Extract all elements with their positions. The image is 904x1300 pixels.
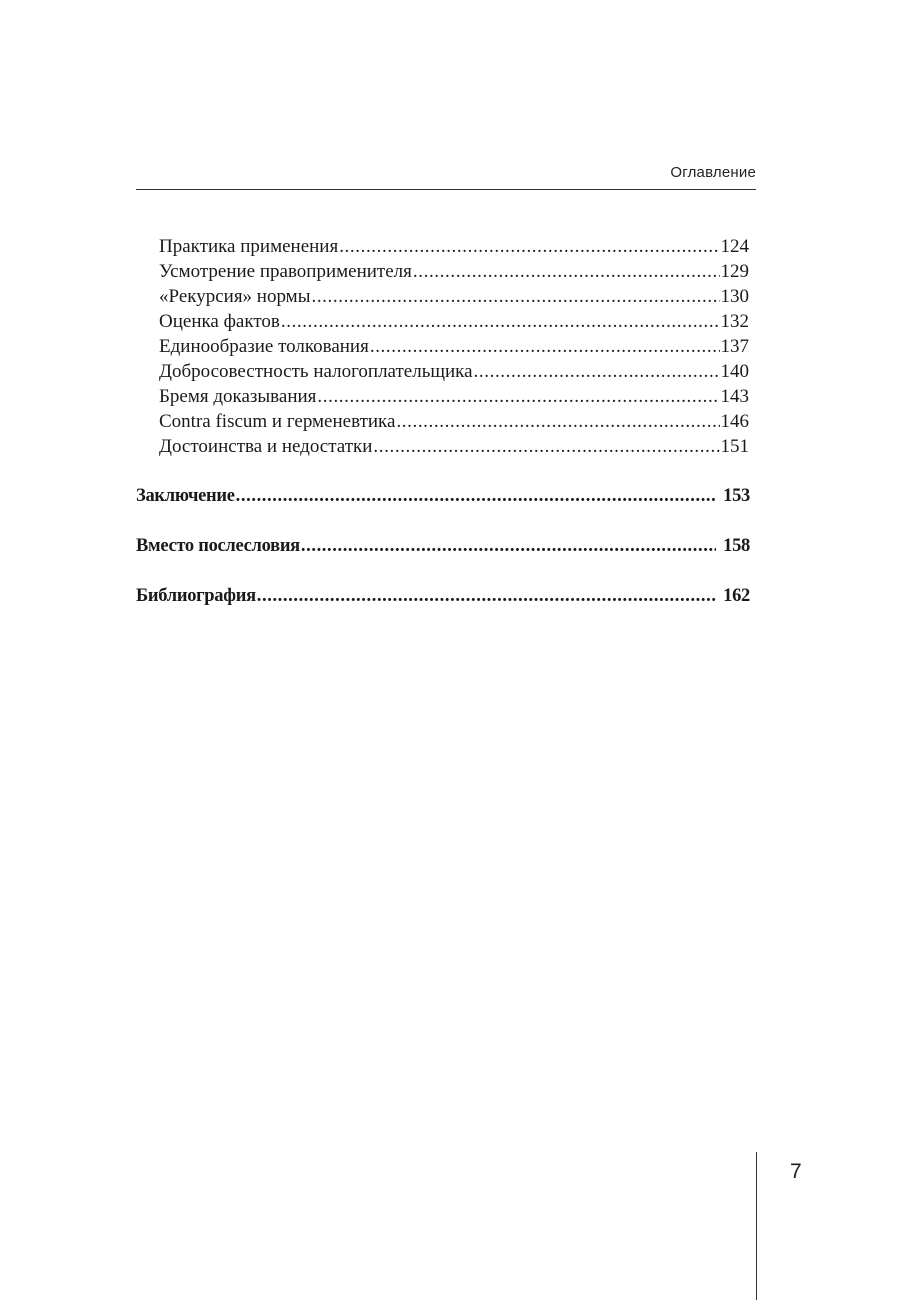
toc-leader-dots: [301, 534, 716, 559]
toc-chapter-title: Вместо послесловия: [136, 536, 300, 556]
toc-entry[interactable]: [159, 434, 749, 459]
toc-chapter-entry[interactable]: [136, 534, 750, 559]
toc-entry[interactable]: [159, 234, 749, 259]
toc-entry-page: 124: [720, 236, 749, 257]
toc-entry-title: Добросовестность налогоплательщика: [159, 361, 473, 382]
toc-entry-page: 132: [720, 311, 749, 332]
toc-entry-page: 151: [720, 436, 749, 457]
toc-entry[interactable]: [159, 259, 749, 284]
toc-entry-title: Бремя доказывания: [159, 386, 317, 407]
toc-entry[interactable]: [159, 284, 749, 309]
toc-leader-dots: [474, 359, 720, 384]
toc-entry-page: 146: [720, 411, 749, 432]
toc-leader-dots: [317, 384, 719, 409]
folio-divider: [756, 1152, 757, 1300]
toc-leader-dots: [396, 409, 719, 434]
toc-chapter-title: Библиография: [136, 586, 256, 606]
toc-entry[interactable]: [159, 384, 749, 409]
running-head-title: Оглавление: [670, 164, 756, 181]
toc-entry-title: Достоинства и недостатки: [159, 436, 373, 457]
toc-leader-dots: [339, 234, 719, 259]
toc-leader-dots: [281, 309, 720, 334]
toc-chapter-entry[interactable]: [136, 584, 750, 609]
toc-entry[interactable]: [159, 409, 749, 434]
toc-leader-dots: [236, 484, 716, 509]
toc-leader-dots: [257, 584, 716, 609]
toc-entry-page: 130: [720, 286, 749, 307]
toc-entry[interactable]: [159, 334, 749, 359]
toc-chapter-title: Заключение: [136, 486, 235, 506]
toc-entry-title: «Рекурсия» нормы: [159, 286, 311, 307]
toc-entry-title: Единообразие толкования: [159, 336, 369, 357]
toc-entry-title: Практика применения: [159, 236, 339, 257]
toc-chapter-entry[interactable]: [136, 484, 750, 509]
toc-leader-dots: [370, 334, 720, 359]
toc-leader-dots: [413, 259, 720, 284]
toc-leader-dots: [373, 434, 719, 459]
toc-chapter-page: 162: [723, 586, 750, 606]
toc-entry-page: 137: [720, 336, 749, 357]
toc-entry-title: Contra fiscum и герменевтика: [159, 411, 396, 432]
toc-chapter-page: 153: [723, 486, 750, 506]
toc-chapter-page: 158: [723, 536, 750, 556]
toc-leader-dots: [311, 284, 719, 309]
toc-entry-page: 143: [720, 386, 749, 407]
toc-entry-page: 140: [720, 361, 749, 382]
toc-entry-page: 129: [720, 261, 749, 282]
page-number: 7: [790, 1160, 802, 1183]
toc-entry[interactable]: [159, 309, 749, 334]
toc-entry-title: Усмотрение правоприменителя: [159, 261, 412, 282]
toc-entry-title: Оценка фактов: [159, 311, 280, 332]
toc-entry[interactable]: [159, 359, 749, 384]
